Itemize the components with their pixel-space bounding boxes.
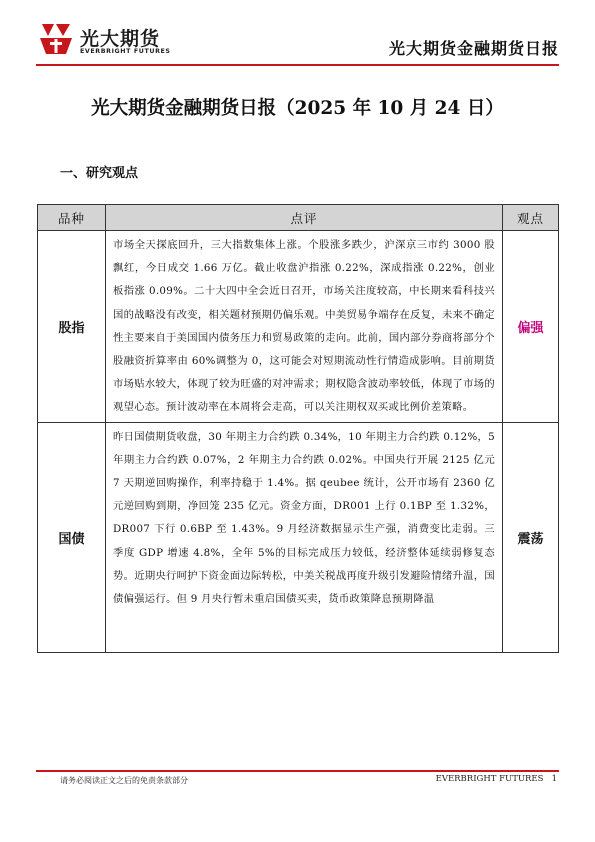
row-category: 国债 xyxy=(38,422,106,652)
header-comment: 点评 xyxy=(106,205,503,231)
row-view: 偏强 xyxy=(503,231,559,423)
logo-text-en: EVERBRIGHT FUTURES xyxy=(80,48,171,55)
logo-text-cn: 光大期货 xyxy=(80,28,161,50)
report-name: 光大期货金融期货日报 xyxy=(388,39,559,58)
table-header-row xyxy=(38,205,559,231)
company-logo xyxy=(36,22,196,62)
header-view: 观点 xyxy=(503,205,559,231)
header-category: 品种 xyxy=(38,205,106,231)
page-number: 1 xyxy=(551,774,557,784)
logo-mark-icon xyxy=(36,22,76,56)
row-comment: 昨日国债期货收盘，30 年期主力合约跌 0.34%，10 年期主力合约跌 0.12%，5 年期主力合约跌 0.07%，2 年期主力合约跌 0.02%。中国央行开展 2125 亿元 7 天期逆回购操作，利率持稳于 1.4%。据 qeubee 统计，公开市场有 2360 亿元逆回购到期，净回笼 235 亿元。资金方面，DR001 上行 0.1BP 至 1.32%，DR007 下行 0.6BP 至 1.43%。9 月经济数据显示生产强，消费变比走弱。三季度 GDP 增速 4.8%，全年 5%的目标完成压力较低，经济整体延续弱修复态势。近期央行呵护下资金面边际转松，中美关税战再度升级引发避险情绪升温，国债偏强运行。但 9 月央行暂未重启国债买卖，货币政策降息预期降温 xyxy=(113,430,495,606)
page-header xyxy=(0,0,595,70)
table-row xyxy=(38,422,559,652)
footer-brand-page xyxy=(436,774,557,784)
footer-divider xyxy=(36,770,559,772)
row-category: 股指 xyxy=(38,231,106,423)
header-divider xyxy=(36,64,559,66)
row-comment: 市场全天探底回升，三大指数集体上涨。个股涨多跌少，沪深京三市约 3000 股飘红，今日成交 1.66 万亿。截止收盘沪指涨 0.22%，深成指涨 0.22%，创业板指涨 0.09%。二十大四中全会近日召开，市场关注度较高，中长期来看科技兴国的战略没有改变，相关题材预期仍偏乐观。中美贸易争端存在反复，未来不确定性主要来自于美国国内债务压力和贸易政策的走向。此前，国内部分券商将部分个股融资折算率由 60%调整为 0，这可能会对短期流动性行情造成影响。目前期货市场贴水较大，体现了较为旺盛的对冲需求；期权隐含波动率较低，体现了市场的观望心态。预计波动率在本周将会走高，可以关注期权双买或比例价差策略。 xyxy=(106,231,503,423)
footer-disclaimer: 请务必阅读正文之后的免责条款部分 xyxy=(60,776,188,785)
research-table xyxy=(37,204,559,653)
document-title: 光大期货金融期货日报（2025 年 10 月 24 日） xyxy=(91,98,504,119)
row-view: 震荡 xyxy=(503,422,559,652)
table-row xyxy=(38,231,559,423)
row-comment-cell xyxy=(106,422,503,652)
footer-brand: EVERBRIGHT FUTURES xyxy=(435,774,544,784)
section-heading: 一、研究观点 xyxy=(60,166,139,181)
